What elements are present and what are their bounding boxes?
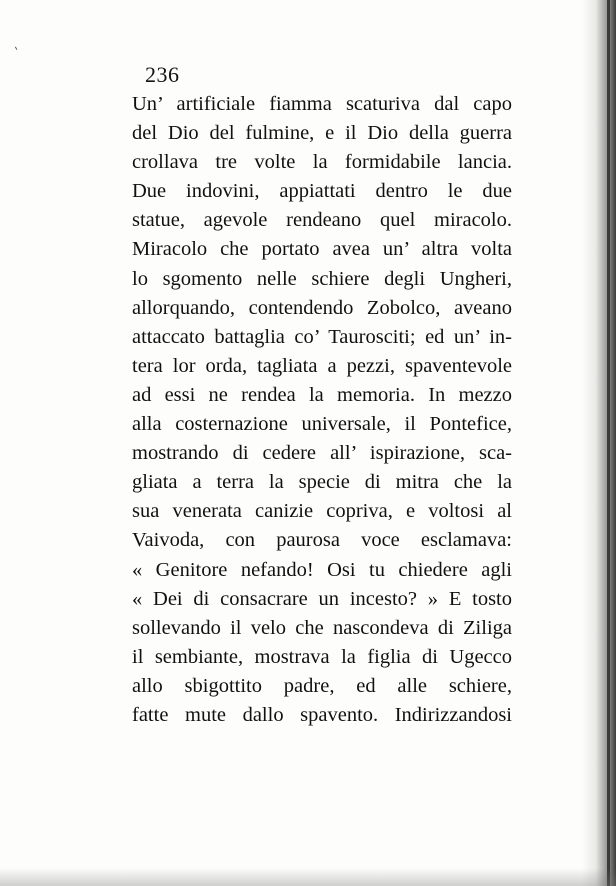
text-line: « Genitore nefando! Osi tu chiedere agli (132, 558, 512, 581)
text-line: « Dei di consacrare un incesto? » E tosto (132, 587, 512, 610)
page-number: 236 (145, 62, 180, 87)
text-line: allorquando, contendendo Zobolco, aveano (132, 296, 512, 319)
book-spine-shadow (582, 0, 616, 886)
text-line: attaccato battaglia co’ Taurosciti; ed un’ in- (132, 325, 512, 348)
body-text (132, 90, 512, 730)
text-line: Due indovini, appiattati dentro le due (132, 180, 512, 203)
text-line: gliata a terra la specie di mitra che la (132, 471, 512, 494)
text-line: il sembiante, mostrava la figlia di Ugecco (132, 645, 512, 668)
text-line: sua venerata canizie copriva, e voltosi al (132, 500, 512, 523)
text-line: crollava tre volte la formidabile lancia. (132, 151, 512, 174)
text-line: tera lor orda, tagliata a pezzi, spaventevole (132, 354, 512, 377)
text-line: sollevando il velo che nascondeva di Ziliga (132, 616, 512, 639)
spine-edge (607, 0, 610, 886)
text-line: allo sbigottito padre, ed alle schiere, (132, 674, 512, 697)
text-line: Vaivoda, con paurosa voce esclamava: (132, 529, 512, 552)
text-line: mostrando di cedere all’ ispirazione, sca- (132, 442, 512, 465)
text-line: fatte mute dallo spavento. Indirizzandosi (132, 703, 512, 726)
text-line: Un’ artificiale fiamma scaturiva dal capo (132, 93, 512, 115)
text-line: statue, agevole rendeano quel miracolo. (132, 209, 512, 232)
text-line: del Dio del fulmine, e il Dio della guerra (132, 122, 512, 145)
text-line: Miracolo che portato avea un’ altra volta (132, 238, 512, 261)
corner-mark: ' (12, 44, 23, 58)
text-line: alla costernazione universale, il Pontefice, (132, 413, 512, 436)
bottom-edge-shadow (0, 868, 616, 886)
text-line: lo sgomento nelle schiere degli Ungheri, (132, 267, 512, 290)
text-line: ad essi ne rendea la memoria. In mezzo (132, 383, 512, 406)
